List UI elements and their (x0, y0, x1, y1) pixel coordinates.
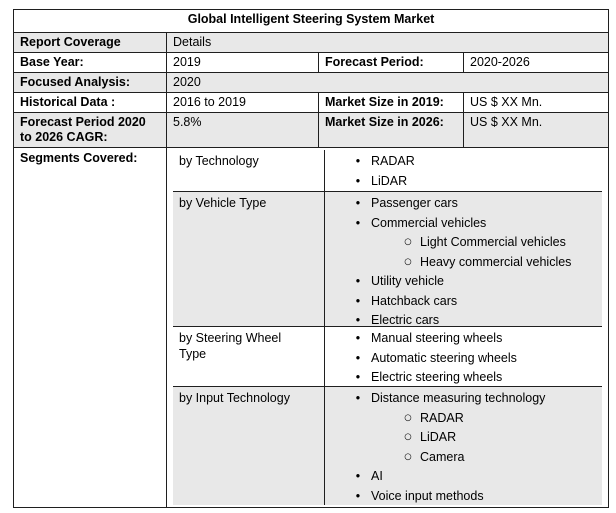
list-item (345, 152, 602, 172)
segments-covered-label: Segments Covered: (14, 148, 167, 508)
bullet-circle-icon: ○ (404, 237, 412, 247)
focused-analysis-value: 2020 (167, 73, 609, 93)
list-item-label: Utility vehicle (371, 274, 444, 288)
bullet-dot-icon: • (355, 173, 361, 188)
report-coverage-value: Details (167, 33, 609, 53)
segment-group-name: by Technology (173, 150, 325, 191)
segment-group-name: by Vehicle Type (173, 192, 325, 326)
list-item-label: Hatchback cars (371, 293, 458, 308)
report-coverage-row (14, 33, 609, 53)
bullet-dot-icon: • (355, 154, 361, 168)
market-size-2019-value: US $ XX Mn. (464, 93, 609, 113)
bullet-dot-icon: • (355, 196, 361, 210)
list-item-label: Voice input methods (371, 488, 484, 503)
list-item-label: Electric cars (371, 313, 440, 327)
bullet-dot-icon: • (355, 215, 361, 230)
cagr-row (14, 113, 609, 148)
list-item-label: AI (371, 469, 383, 483)
forecast-period-label: Forecast Period: (319, 53, 464, 73)
base-year-label: Base Year: (14, 53, 167, 73)
bullet-dot-icon: • (355, 469, 361, 483)
list-item (345, 368, 602, 388)
bullet-dot-icon: • (355, 313, 361, 327)
list-item-label: RADAR (371, 154, 415, 168)
segment-group-steering-wheel-type (173, 327, 602, 387)
segment-group-name: by Input Technology (173, 387, 325, 505)
list-item-label: Heavy commercial vehicles (420, 254, 572, 269)
market-size-2026-value: US $ XX Mn. (464, 113, 609, 148)
bullet-dot-icon: • (355, 488, 361, 503)
list-item-label: Electric steering wheels (371, 370, 503, 384)
segments-row (14, 148, 609, 508)
base-year-row (14, 53, 609, 73)
segment-item-list (325, 150, 602, 191)
segment-item-list (325, 387, 602, 505)
list-item-label: Manual steering wheels (371, 331, 503, 345)
list-item-label: LiDAR (420, 430, 457, 444)
segment-group-name: by Steering Wheel Type (173, 327, 325, 386)
list-item-label: Light Commercial vehicles (420, 235, 566, 249)
bullet-dot-icon: • (355, 293, 361, 308)
market-size-2019-label: Market Size in 2019: (319, 93, 464, 113)
segment-item-list (325, 192, 602, 326)
base-year-value: 2019 (167, 53, 319, 73)
cagr-label: Forecast Period 2020 to 2026 CAGR: (14, 113, 167, 148)
list-item (345, 292, 602, 312)
bullet-dot-icon: • (355, 350, 361, 365)
list-item (396, 233, 602, 253)
list-item (345, 487, 602, 507)
market-size-2026-label: Market Size in 2026: (319, 113, 464, 148)
segment-group-technology (173, 150, 602, 192)
list-item (345, 467, 602, 487)
bullet-dot-icon: • (355, 331, 361, 345)
cagr-value: 5.8% (167, 113, 319, 148)
list-item (396, 409, 602, 429)
list-item-label: Passenger cars (371, 196, 458, 210)
list-item-label: LiDAR (371, 173, 408, 188)
forecast-period-value: 2020-2026 (464, 53, 609, 73)
list-item-label: Camera (420, 449, 465, 464)
list-item (345, 349, 602, 369)
report-coverage-label: Report Coverage (14, 33, 167, 53)
bullet-dot-icon: • (355, 274, 361, 288)
historical-data-label: Historical Data : (14, 93, 167, 113)
list-item (345, 272, 602, 292)
list-item (345, 389, 602, 409)
focused-analysis-label: Focused Analysis: (14, 73, 167, 93)
list-item (345, 194, 602, 214)
list-item (345, 329, 602, 349)
report-coverage-table (13, 9, 609, 508)
list-item (345, 214, 602, 234)
list-item-label: Commercial vehicles (371, 215, 487, 230)
list-item (396, 428, 602, 448)
bullet-circle-icon: ○ (404, 451, 412, 462)
segments-covered-cell (167, 148, 609, 508)
focused-analysis-row (14, 73, 609, 93)
list-item (396, 253, 602, 273)
segment-item-list (325, 327, 602, 386)
bullet-circle-icon: ○ (404, 256, 412, 267)
list-item-label: Automatic steering wheels (371, 350, 517, 365)
segment-group-vehicle-type (173, 192, 602, 327)
historical-data-value: 2016 to 2019 (167, 93, 319, 113)
bullet-circle-icon: ○ (404, 432, 412, 442)
segment-group-input-technology (173, 387, 602, 505)
title-row (14, 10, 609, 33)
historical-data-row (14, 93, 609, 113)
list-item-label: RADAR (420, 410, 464, 425)
list-item (396, 448, 602, 468)
list-item-label: Distance measuring technology (371, 391, 546, 405)
table-title: Global Intelligent Steering System Market (14, 10, 609, 33)
bullet-circle-icon: ○ (404, 412, 412, 423)
bullet-dot-icon: • (355, 370, 361, 384)
list-item (345, 172, 602, 192)
bullet-dot-icon: • (355, 391, 361, 405)
